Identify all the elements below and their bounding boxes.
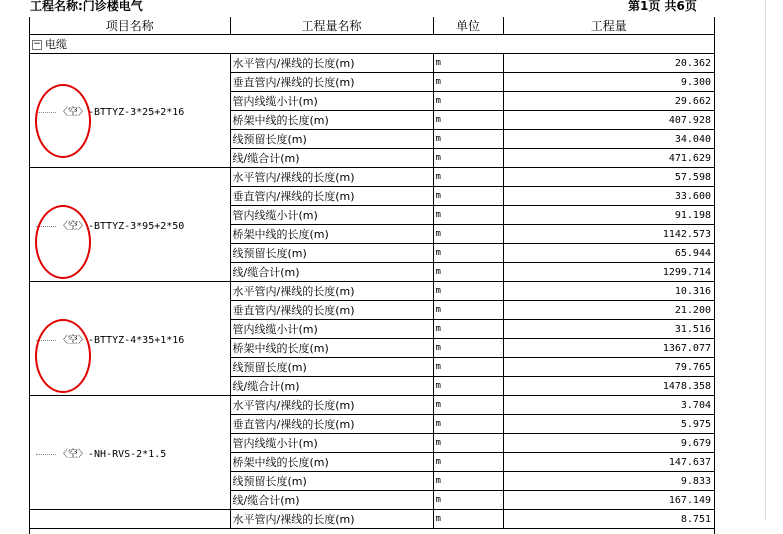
quantity-value-cell: 31.516 (503, 320, 714, 339)
quantity-name-cell: 线预留长度(m) (230, 358, 433, 377)
quantity-name-cell: 线预留长度(m) (230, 130, 433, 149)
column-header[interactable]: 工程量名称 (230, 17, 433, 35)
quantity-value-cell: 29.662 (503, 92, 714, 111)
unit-cell: m (433, 263, 503, 282)
quantity-name-cell: 水平管内/裸线的长度(m) (230, 168, 433, 187)
table-row[interactable] (30, 168, 714, 187)
quantity-value-cell: 1142.573 (503, 225, 714, 244)
quantity-name-cell: 垂直管内/裸线的长度(m) (230, 301, 433, 320)
quantity-name-cell: 线/缆合计(m) (230, 377, 433, 396)
unit-cell: m (433, 339, 503, 358)
unit-cell: m (433, 377, 503, 396)
quantity-name-cell: 桥架中线的长度(m) (230, 339, 433, 358)
quantity-name-cell: 管内线缆小计(m) (230, 206, 433, 225)
quantity-name-cell: 水平管内/裸线的长度(m) (230, 282, 433, 301)
quantity-value-cell: 9.679 (503, 434, 714, 453)
quantity-name-cell: 管内线缆小计(m) (230, 92, 433, 111)
quantity-name-cell: 管内线缆小计(m) (230, 434, 433, 453)
quantity-name-cell: 线/缆合计(m) (230, 263, 433, 282)
quantity-name-cell: 线预留长度(m) (230, 472, 433, 491)
unit-cell: m (433, 301, 503, 320)
quantity-value-cell: 471.629 (503, 149, 714, 168)
quantity-name-cell: 垂直管内/裸线的长度(m) (230, 415, 433, 434)
unit-cell: m (433, 206, 503, 225)
page-number: 第1页 共6页 (628, 0, 697, 13)
quantity-value-cell: 21.200 (503, 301, 714, 320)
quantity-name-cell: 桥架中线的长度(m) (230, 111, 433, 130)
quantity-value-cell: 1299.714 (503, 263, 714, 282)
quantity-value-cell: 1478.358 (503, 377, 714, 396)
unit-cell: m (433, 434, 503, 453)
unit-cell: m (433, 396, 503, 415)
table-row[interactable] (30, 510, 714, 529)
unit-cell: m (433, 92, 503, 111)
item-name-cell[interactable] (30, 510, 230, 529)
unit-cell: m (433, 282, 503, 301)
column-header[interactable]: 项目名称 (30, 17, 230, 35)
quantity-value-cell: 407.928 (503, 111, 714, 130)
unit-cell: m (433, 187, 503, 206)
table-row[interactable] (30, 282, 714, 301)
quantity-value-cell: 33.600 (503, 187, 714, 206)
unit-cell: m (433, 472, 503, 491)
unit-cell: m (433, 491, 503, 510)
tree-connector-icon (36, 454, 56, 455)
section-label: 电缆 (45, 38, 67, 51)
unit-cell: m (433, 130, 503, 149)
unit-cell: m (433, 168, 503, 187)
table-row[interactable] (30, 396, 714, 415)
unit-cell: m (433, 244, 503, 263)
unit-cell: m (433, 320, 503, 339)
unit-cell: m (433, 73, 503, 92)
quantity-value-cell: 8.751 (503, 510, 714, 529)
quantity-value-cell: 147.637 (503, 453, 714, 472)
project-name: 工程名称:门诊楼电气 (30, 0, 143, 13)
red-circle-annotation (35, 84, 91, 158)
quantity-name-cell: 管内线缆小计(m) (230, 320, 433, 339)
quantity-value-cell: 91.198 (503, 206, 714, 225)
table-row[interactable] (30, 54, 714, 73)
quantity-value-cell: 10.316 (503, 282, 714, 301)
quantity-name-cell: 水平管内/裸线的长度(m) (230, 510, 433, 529)
item-name: 〈空〉-BTTYZ-4*35+1*16 (58, 335, 185, 346)
quantity-value-cell: 3.704 (503, 396, 714, 415)
quantity-name-cell: 线/缆合计(m) (230, 491, 433, 510)
item-name-cell[interactable] (30, 396, 230, 510)
unit-cell: m (433, 453, 503, 472)
column-header[interactable]: 单位 (433, 17, 503, 35)
unit-cell: m (433, 415, 503, 434)
quantity-value-cell: 20.362 (503, 54, 714, 73)
window-edge (765, 0, 783, 520)
unit-cell: m (433, 225, 503, 244)
red-circle-annotation (35, 205, 91, 279)
unit-cell: m (433, 54, 503, 73)
quantity-name-cell: 线预留长度(m) (230, 244, 433, 263)
quantity-name-cell: 桥架中线的长度(m) (230, 225, 433, 244)
quantity-value-cell: 167.149 (503, 491, 714, 510)
item-name: 〈空〉-NH-RVS-2*1.5 (58, 449, 167, 460)
column-header[interactable]: 工程量 (503, 17, 714, 35)
quantity-value-cell: 57.598 (503, 168, 714, 187)
quantity-name-cell: 水平管内/裸线的长度(m) (230, 54, 433, 73)
table-body (30, 35, 714, 529)
section-cell (30, 35, 714, 54)
item-name: 〈空〉-BTTYZ-3*25+2*16 (58, 107, 185, 118)
quantity-name-cell: 垂直管内/裸线的长度(m) (230, 187, 433, 206)
quantity-table-container[interactable] (29, 17, 715, 534)
quantity-value-cell: 79.765 (503, 358, 714, 377)
quantity-name-cell: 水平管内/裸线的长度(m) (230, 396, 433, 415)
red-circle-annotation (35, 319, 91, 393)
quantity-value-cell: 9.833 (503, 472, 714, 491)
quantity-value-cell: 65.944 (503, 244, 714, 263)
quantity-value-cell: 1367.077 (503, 339, 714, 358)
table-header-row (30, 17, 714, 35)
quantity-name-cell: 垂直管内/裸线的长度(m) (230, 73, 433, 92)
section-row[interactable] (30, 35, 714, 54)
page-header (0, 0, 783, 14)
unit-cell: m (433, 510, 503, 529)
quantity-table (30, 17, 714, 529)
quantity-name-cell: 桥架中线的长度(m) (230, 453, 433, 472)
item-name: 〈空〉-BTTYZ-3*95+2*50 (58, 221, 185, 232)
unit-cell: m (433, 149, 503, 168)
unit-cell: m (433, 358, 503, 377)
quantity-value-cell: 9.300 (503, 73, 714, 92)
quantity-value-cell: 34.040 (503, 130, 714, 149)
collapse-toggle-icon[interactable]: − (33, 39, 41, 49)
quantity-name-cell: 线/缆合计(m) (230, 149, 433, 168)
quantity-value-cell: 5.975 (503, 415, 714, 434)
unit-cell: m (433, 111, 503, 130)
